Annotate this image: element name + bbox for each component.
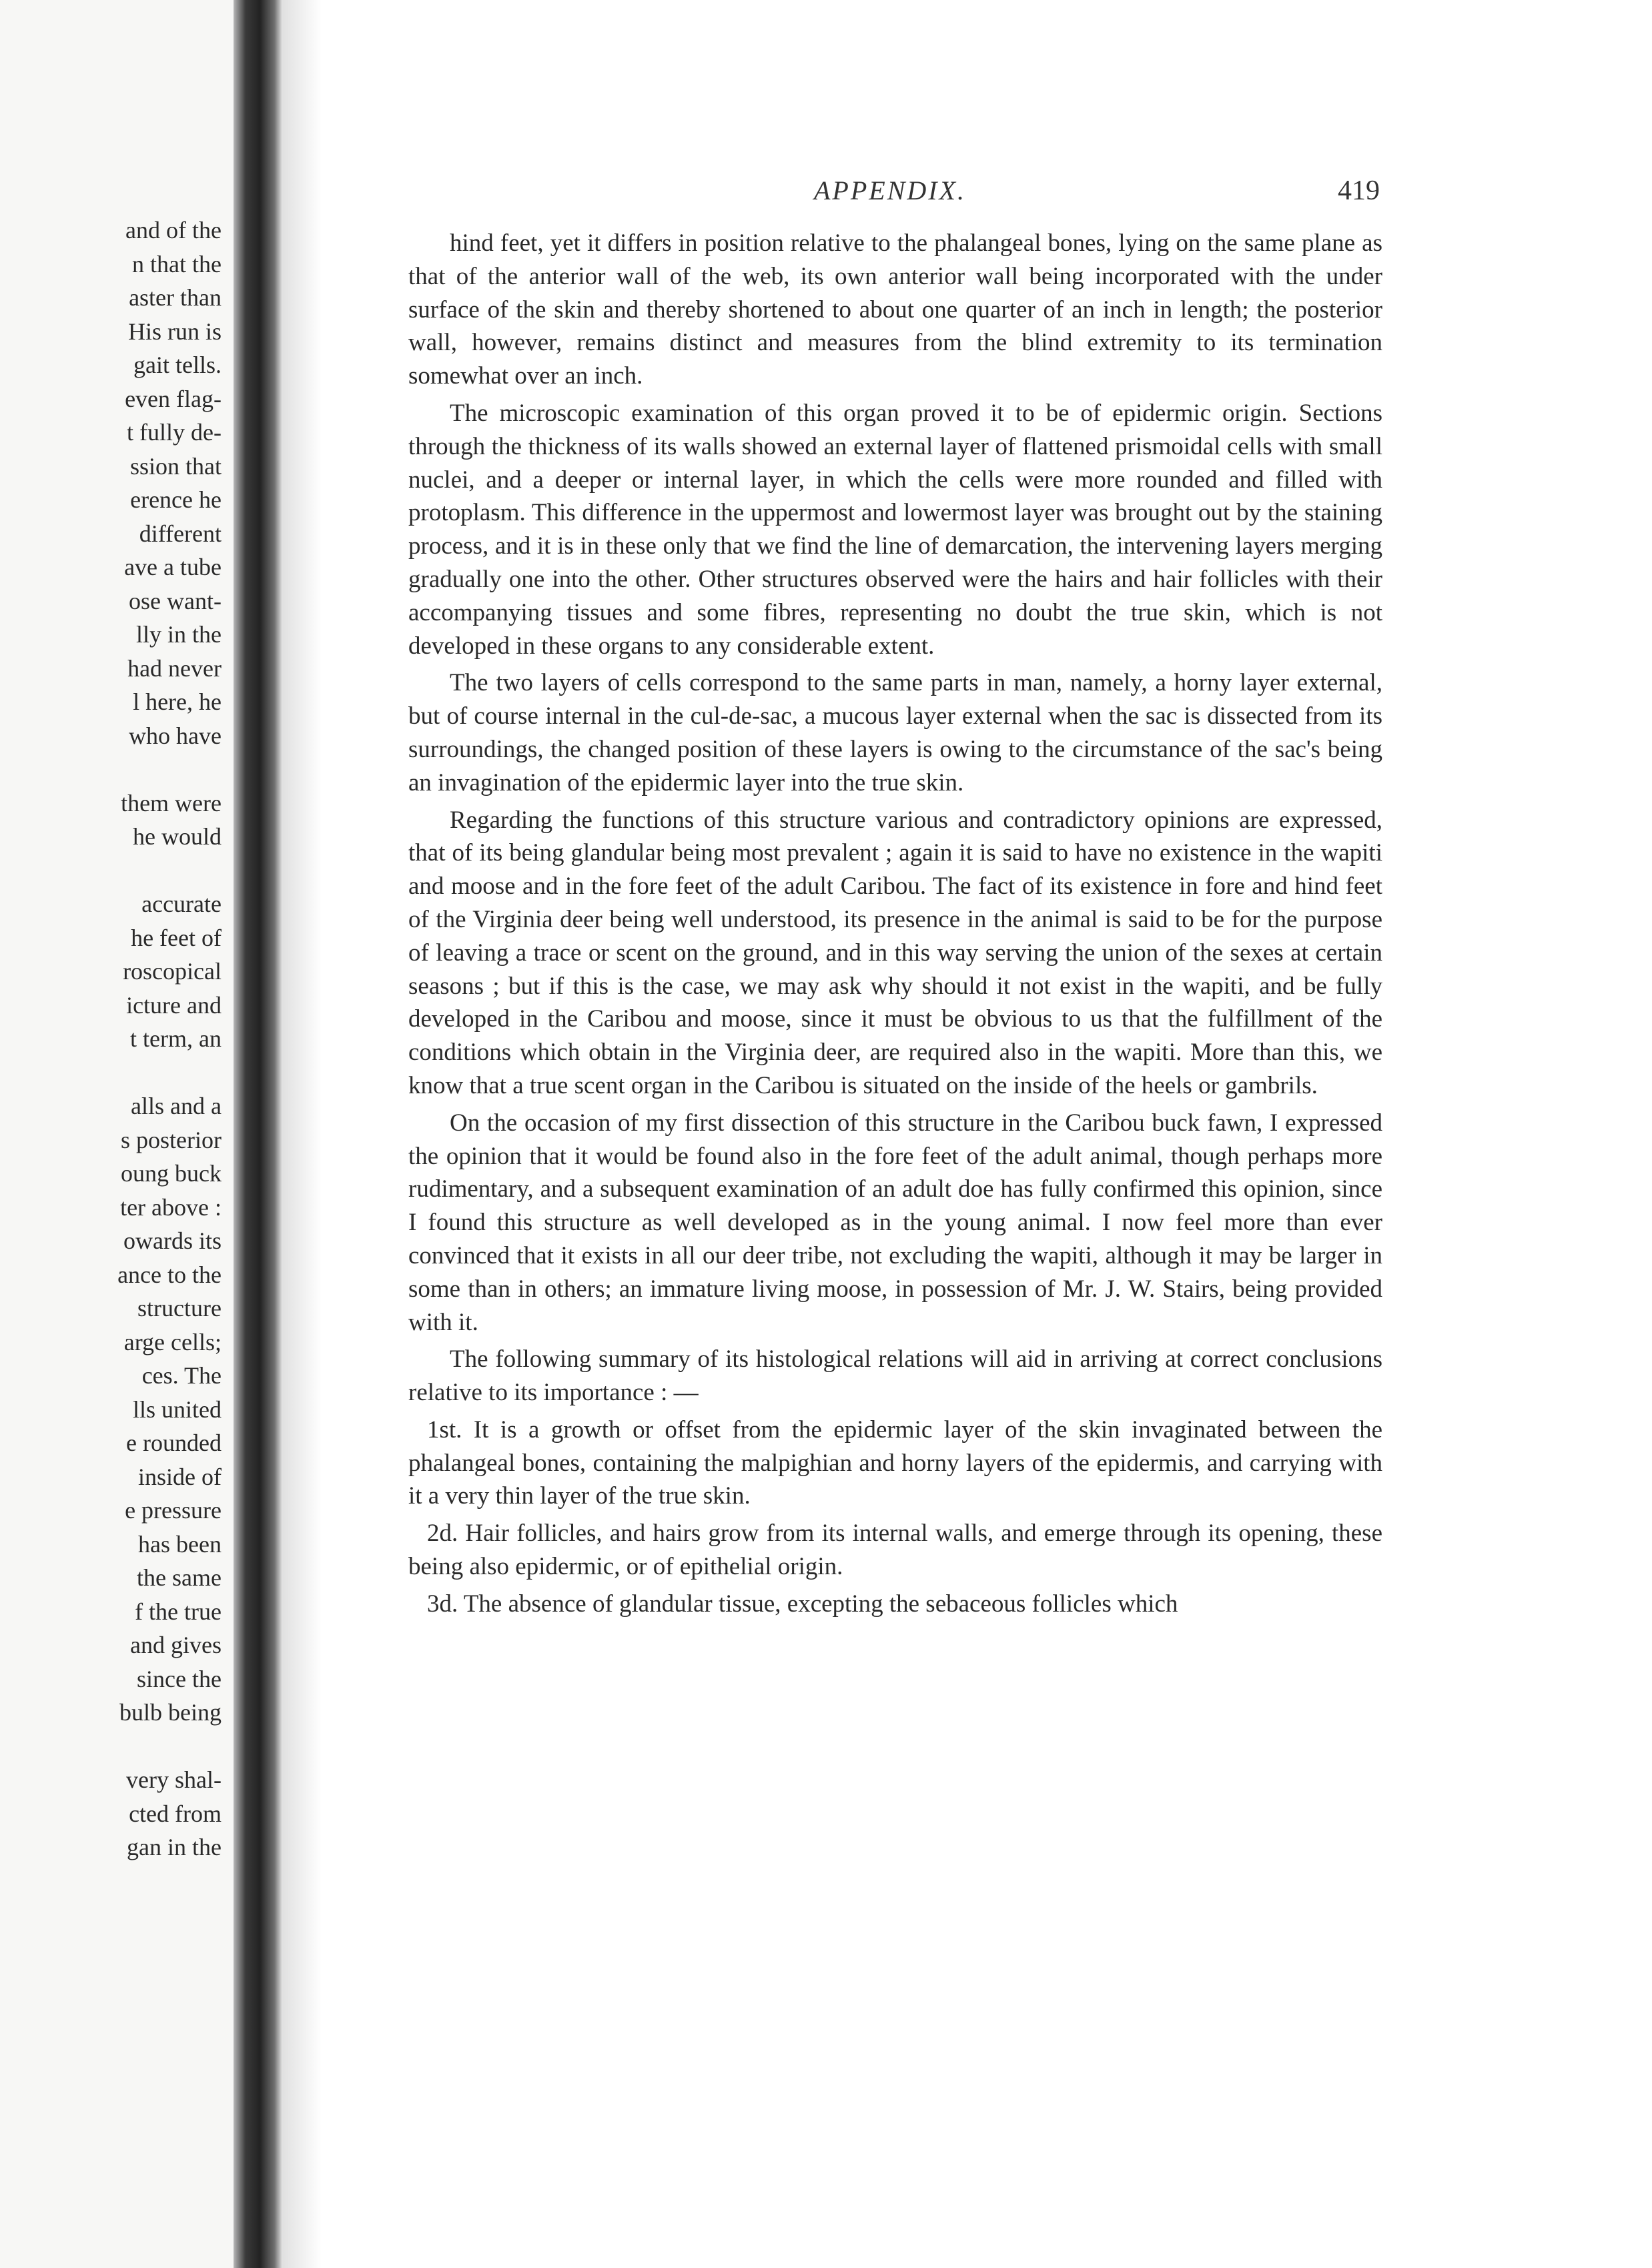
left-page-line: and of the — [125, 217, 222, 243]
running-head: APPENDIX. — [814, 175, 967, 205]
left-page-line: cted from — [129, 1800, 222, 1827]
left-page-line: e rounded — [126, 1430, 222, 1456]
left-page — [0, 0, 234, 2268]
summary-item: 3d. The absence of glandular tissue, excepting the sebaceous follicles which — [427, 1590, 1178, 1618]
left-page-line: has been — [138, 1530, 222, 1558]
left-page-spacer — [0, 1056, 234, 1090]
summary-item: 1st. It is a growth or offset from the epidermic layer of the skin invaginated between the phalangeal bones, containing the malpighian and horny layers of the epidermis, and carrying with it a very thin layer of the true skin. — [408, 1415, 1382, 1510]
left-page-line: s posterior — [121, 1126, 222, 1153]
left-page-line: t term, an — [130, 1025, 222, 1052]
left-page-line: erence he — [130, 486, 222, 513]
left-page-spacer — [0, 854, 234, 888]
left-page-line: lly in the — [136, 621, 222, 648]
left-page-line: them were — [121, 789, 222, 816]
left-page-line: different — [139, 520, 222, 547]
paragraph: The two layers of cells correspond to the same parts in man, namely, a horny layer external, but of course internal in the cul-de-sac, a mucous layer external when the sac is dissected from its surroundings, the changed position of these layers is owing to the circumstance of the sac's being an invagination of the epidermic layer into the true skin. — [408, 669, 1382, 796]
left-page-text — [0, 213, 234, 1864]
left-page-line: n that the — [132, 250, 222, 277]
left-page-spacer — [0, 752, 234, 786]
paragraph: On the occasion of my first dissection of this structure in the Caribou buck fawn, I expressed the opinion that it would be found also in the fore feet of the adult animal, though perhaps more rudimentary, and a subsequent examination of an adult doe has fully confirmed this opinion, since I found this structure as well developed as in the young animal. I now feel more than ever convinced that it exists in all our deer tribe, not excluding the wapiti, although it may be larger in some than in others; an immature living moose, in possession of Mr. J. W. Stairs, being provided with it. — [408, 1109, 1382, 1336]
paragraph: The following summary of its histological relations will aid in arriving at correct conclusions relative to its importance : — — [408, 1345, 1382, 1407]
summary-item: 2d. Hair follicles, and hairs grow from its internal walls, and emerge through its opening, these being also epidermic, or of epithelial origin. — [408, 1520, 1382, 1581]
left-page-line: very shal- — [126, 1766, 222, 1793]
gutter-shadow — [282, 0, 322, 2268]
page-number: 419 — [1338, 175, 1380, 206]
paragraph: Regarding the functions of this structure various and contradictory opinions are expressed, that of its being glandular being most prevalent ; again it is said to have no existence in the wapiti and moose and in the fore feet of the adult Caribou. The fact of its existence in fore and hind feet of the Virginia deer being well understood, its presence in the animal is said to be for the purpose of leaving a trace or scent on the ground, and in this way serving the union of the sexes at certain seasons ; but if this is the case, we may ask why should it not exist in the wapiti, and be fully developed in the Caribou and moose, since it must be obvious to us that the fulfillment of the conditions which obtain in the Virginia deer, are required also in the wapiti. More than this, we know that a true scent organ in the Caribou is situated on the inside of the heels or gambrils. — [408, 806, 1382, 1099]
left-page-line: oung buck — [121, 1160, 222, 1187]
left-page-line: gait tells. — [133, 352, 222, 378]
left-page-line: gan in the — [127, 1834, 222, 1860]
page-body — [408, 227, 1382, 1625]
left-page-line: structure — [137, 1295, 222, 1321]
left-page-line: since the — [137, 1665, 222, 1692]
left-page-line: arge cells; — [123, 1328, 222, 1355]
left-page-line: e pressure — [125, 1497, 222, 1524]
left-page-line: who have — [129, 722, 222, 749]
book-gutter — [234, 0, 282, 2268]
left-page-line: l here, he — [133, 688, 222, 715]
left-page-line: he feet of — [131, 924, 222, 951]
left-page-line: and gives — [130, 1632, 222, 1658]
left-page-line: accurate — [141, 891, 222, 917]
left-page-line: roscopical — [123, 958, 222, 985]
left-page-line: His run is — [127, 318, 222, 345]
left-page-line: ance to the — [117, 1261, 222, 1288]
paragraph: hind feet, yet it differs in position relative to the phalangeal bones, lying on the same plane as that of the anterior wall of the web, its own anterior wall being incorporated with the under surface of the skin and thereby shortened to about one quarter of an inch in length; the posterior wall, however, remains distinct and measures from the blind extremity to its termination somewhat over an inch. — [408, 229, 1382, 390]
left-page-line: ces. The — [141, 1362, 222, 1389]
left-page-line: ssion that — [129, 452, 222, 480]
left-page-line: ose want- — [129, 587, 222, 614]
left-page-line: he would — [133, 823, 222, 850]
left-page-line: f the true — [135, 1598, 222, 1625]
left-page-line: lls united — [133, 1395, 222, 1423]
left-page-line: ter above : — [120, 1193, 222, 1221]
left-page-line: ave a tube — [124, 554, 222, 580]
left-page-line: inside of — [138, 1463, 222, 1490]
left-page-line: owards its — [123, 1227, 222, 1254]
left-page-line: aster than — [129, 284, 222, 311]
paragraph: The microscopic examination of this organ proved it to be of epidermic origin. Sections through the thickness of its walls showed an external layer of flattened prismoidal cells with small nuclei, and a deeper or internal layer, in which the cells were more rounded and filled with protoplasm. This difference in the uppermost and lowermost layer was brought out by the staining process, and it is in these only that we find the line of demarcation, the intervening layers merging gradually one into the other. Other structures observed were the hairs and hair follicles with their accompanying tissues and some fibres, representing no doubt the true skin, which is not developed in these organs to any considerable extent. — [408, 399, 1382, 660]
left-page-line: t fully de- — [127, 419, 222, 446]
left-page-spacer — [0, 1730, 234, 1764]
left-page-line: had never — [127, 654, 222, 682]
left-page-line: bulb being — [119, 1699, 222, 1726]
left-page-line: the same — [137, 1564, 222, 1591]
left-page-line: alls and a — [131, 1093, 222, 1119]
left-page-line: icture and — [126, 991, 222, 1019]
left-page-line: even flag- — [125, 385, 222, 412]
